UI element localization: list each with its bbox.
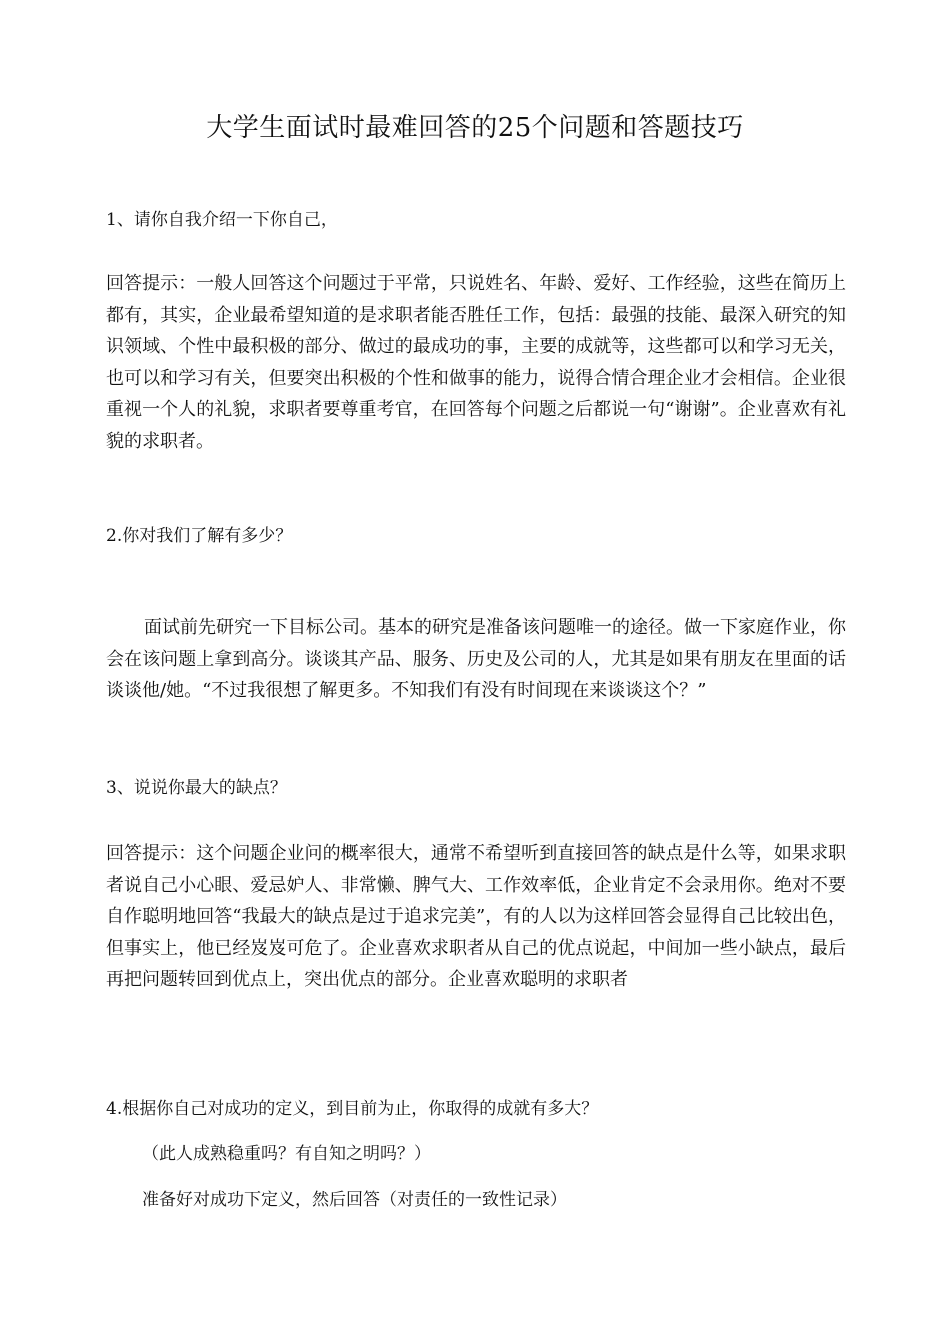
question-4: 4.根据你自己对成功的定义，到目前为止，你取得的成就有多大？ bbox=[106, 1099, 599, 1119]
answer-4: 准备好对成功下定义，然后回答（对责任的一致性记录） bbox=[142, 1190, 567, 1210]
answer-3: 回答提示：这个问题企业问的概率很大，通常不希望听到直接回答的缺点是什么等，如果求职者说自己小心眼、爱忌妒人、非常懒、脾气大、工作效率低，企业肯定不会录用你。绝对不要自作聪明地回答“我最大的缺点是过于追求完美”，有的人以为这样回答会显得自己比较出色，但事实上，他已经岌岌可危了。企业喜欢求职者从自己的优点说起，中间加一些小缺点，最后再把问题转回到优点上，突出优点的部分。企业喜欢聪明的求职者 bbox=[106, 843, 846, 990]
question-2: 2.你对我们了解有多少？ bbox=[106, 526, 293, 546]
answer-2: 面试前先研究一下目标公司。基本的研究是准备该问题唯一的途径。做一下家庭作业，你会在该问题上拿到高分。谈谈其产品、服务、历史及公司的人，尤其是如果有朋友在里面的话谈谈他/她。“不过我很想了解更多。不知我们有没有时间现在来谈谈这个？” bbox=[106, 617, 846, 701]
question-4-note: （此人成熟稳重吗？有自知之明吗？） bbox=[142, 1144, 431, 1164]
answer-1: 回答提示：一般人回答这个问题过于平常，只说姓名、年龄、爱好、工作经验，这些在简历上都有，其实，企业最希望知道的是求职者能否胜任工作，包括：最强的技能、最深入研究的知识领域、个性中最积极的部分、做过的最成功的事，主要的成就等，这些都可以和学习无关，也可以和学习有关，但要突出积极的个性和做事的能力，说得合情合理企业才会相信。企业很重视一个人的礼貌，求职者要尊重考官，在回答每个问题之后都说一句“谢谢”。企业喜欢有礼貌的求职者。 bbox=[106, 273, 846, 452]
question-3: 3、说说你最大的缺点？ bbox=[106, 778, 287, 798]
question-1: 1、请你自我介绍一下你自己， bbox=[106, 210, 338, 230]
document-title: 大学生面试时最难回答的25个问题和答题技巧 bbox=[206, 113, 744, 143]
